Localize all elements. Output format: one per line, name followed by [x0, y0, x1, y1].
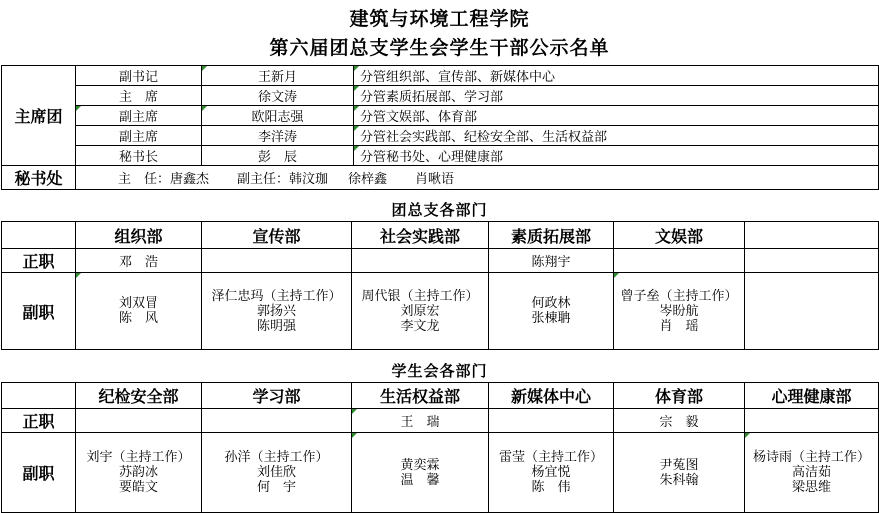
fuzhi-label: 副职 [2, 433, 76, 513]
member-name: 曾子垒（主持工作） [620, 288, 738, 304]
presidium-duty: 分管秘书处、心理健康部 [354, 146, 879, 166]
member-name: 陈明强 [256, 318, 296, 334]
member-name: 李文龙 [400, 318, 440, 334]
member-name: 苏韵冰 [118, 465, 158, 480]
title-line-2: 第六届团总支学生会学生干部公示名单 [269, 37, 610, 59]
member-name: 刘宇（主持工作） [86, 450, 191, 465]
fuzhi-cell [76, 273, 202, 350]
member-name: 岑盼航 [659, 303, 699, 319]
presidium-role: 副书记 [76, 66, 202, 86]
dept-header [745, 222, 879, 249]
zhengzhi-cell: 宗 毅 [614, 409, 745, 433]
member-name: 刘佳欣 [256, 465, 296, 480]
fuzhi-cell [489, 273, 614, 350]
dept-header: 体育部 [614, 383, 745, 409]
dept-header: 社会实践部 [352, 222, 489, 249]
presidium-table [1, 65, 879, 190]
member-name: 杨宜悦 [531, 465, 571, 480]
member-name: 肖 瑶 [659, 318, 699, 334]
member-name: 张棟聃 [531, 311, 571, 326]
presidium-name: 王新月 [202, 66, 354, 86]
presidium-duty: 分管素质拓展部、学习部 [354, 86, 879, 106]
fuzhi-cell [202, 433, 352, 513]
member-name: 黄奕霖 [400, 457, 440, 473]
fuzhi-cell [614, 273, 745, 350]
secretariat-deputy: 副主任：韩汶珈 [237, 172, 329, 187]
dept-header: 新媒体中心 [489, 383, 614, 409]
zhengzhi-label: 正职 [2, 409, 76, 433]
fuzhi-cell [352, 433, 489, 513]
member-name: 高洁茹 [791, 465, 831, 480]
member-name: 孙洋（主持工作） [224, 450, 329, 465]
dept-header: 学习部 [202, 383, 352, 409]
corner-cell [2, 222, 76, 249]
zhengzhi-cell [745, 409, 879, 433]
member-name: 杨诗雨（主持工作） [752, 450, 870, 465]
secretariat-deputy-3: 肖啾语 [415, 172, 455, 187]
title-line-1: 建筑与环境工程学院 [349, 8, 530, 30]
fuzhi-cell [352, 273, 489, 350]
member-name: 陈 伟 [531, 480, 571, 495]
zhengzhi-cell [202, 409, 352, 433]
dept-header: 文娱部 [614, 222, 745, 249]
secretariat-director: 主 任：唐鑫杰 [118, 172, 210, 187]
dept-header: 心理健康部 [745, 383, 879, 409]
dept-header: 宣传部 [202, 222, 352, 249]
member-name: 何政林 [531, 296, 571, 311]
presidium-duty: 分管文娱部、体育部 [354, 106, 879, 126]
member-name: 雷莹（主持工作） [498, 450, 603, 465]
fuzhi-cell [745, 273, 879, 350]
league-table [1, 221, 879, 350]
member-name: 朱科翰 [659, 472, 699, 488]
presidium-name: 徐文涛 [202, 86, 354, 106]
zhengzhi-cell: 陈翔宇 [489, 249, 614, 273]
member-name: 何 宇 [256, 480, 296, 495]
dept-header: 素质拓展部 [489, 222, 614, 249]
zhengzhi-cell [202, 249, 352, 273]
corner-cell [2, 383, 76, 409]
secretariat-members [76, 166, 879, 190]
presidium-duty: 分管组织部、宣传部、新媒体中心 [354, 66, 879, 86]
zhengzhi-cell: 王 瑞 [352, 409, 489, 433]
presidium-role: 秘书长 [76, 146, 202, 166]
presidium-role: 副主席 [76, 106, 202, 126]
member-name: 尹菟图 [659, 457, 699, 473]
member-name: 泽仁忠玛（主持工作） [211, 288, 342, 304]
fuzhi-label: 副职 [2, 273, 76, 350]
zhengzhi-cell [489, 409, 614, 433]
presidium-label: 主席团 [2, 66, 76, 166]
fuzhi-cell [489, 433, 614, 513]
fuzhi-cell [614, 433, 745, 513]
dept-header: 组织部 [76, 222, 202, 249]
presidium-name: 彭 辰 [202, 146, 354, 166]
member-name: 陈 风 [118, 311, 158, 326]
member-name: 周代银（主持工作） [361, 288, 479, 304]
secretariat-deputy-2: 徐梓鑫 [348, 172, 388, 187]
fuzhi-cell [745, 433, 879, 513]
fuzhi-cell [76, 433, 202, 513]
member-name: 刘原宏 [400, 303, 440, 319]
zhengzhi-cell [614, 249, 745, 273]
presidium-name: 李洋涛 [202, 126, 354, 146]
member-name: 温 馨 [400, 472, 440, 488]
secretariat-label: 秘书处 [2, 166, 76, 190]
dept-header: 生活权益部 [352, 383, 489, 409]
presidium-name: 欧阳志强 [202, 106, 354, 126]
member-name: 郭扬兴 [256, 303, 296, 319]
fuzhi-cell [202, 273, 352, 350]
presidium-role: 副主席 [76, 126, 202, 146]
presidium-duty: 分管社会实践部、纪检安全部、生活权益部 [354, 126, 879, 146]
presidium-role: 主 席 [76, 86, 202, 106]
dept-header: 纪检安全部 [76, 383, 202, 409]
zhengzhi-label: 正职 [2, 249, 76, 273]
member-name: 梁思维 [791, 480, 831, 495]
member-name: 要皓文 [118, 480, 158, 495]
zhengzhi-cell [76, 409, 202, 433]
union-section-title: 学生会各部门 [391, 362, 488, 380]
zhengzhi-cell [745, 249, 879, 273]
zhengzhi-cell: 邓 浩 [76, 249, 202, 273]
union-table [1, 382, 879, 513]
member-name: 刘双冒 [118, 296, 158, 311]
league-section-title: 团总支各部门 [391, 201, 488, 219]
zhengzhi-cell [352, 249, 489, 273]
